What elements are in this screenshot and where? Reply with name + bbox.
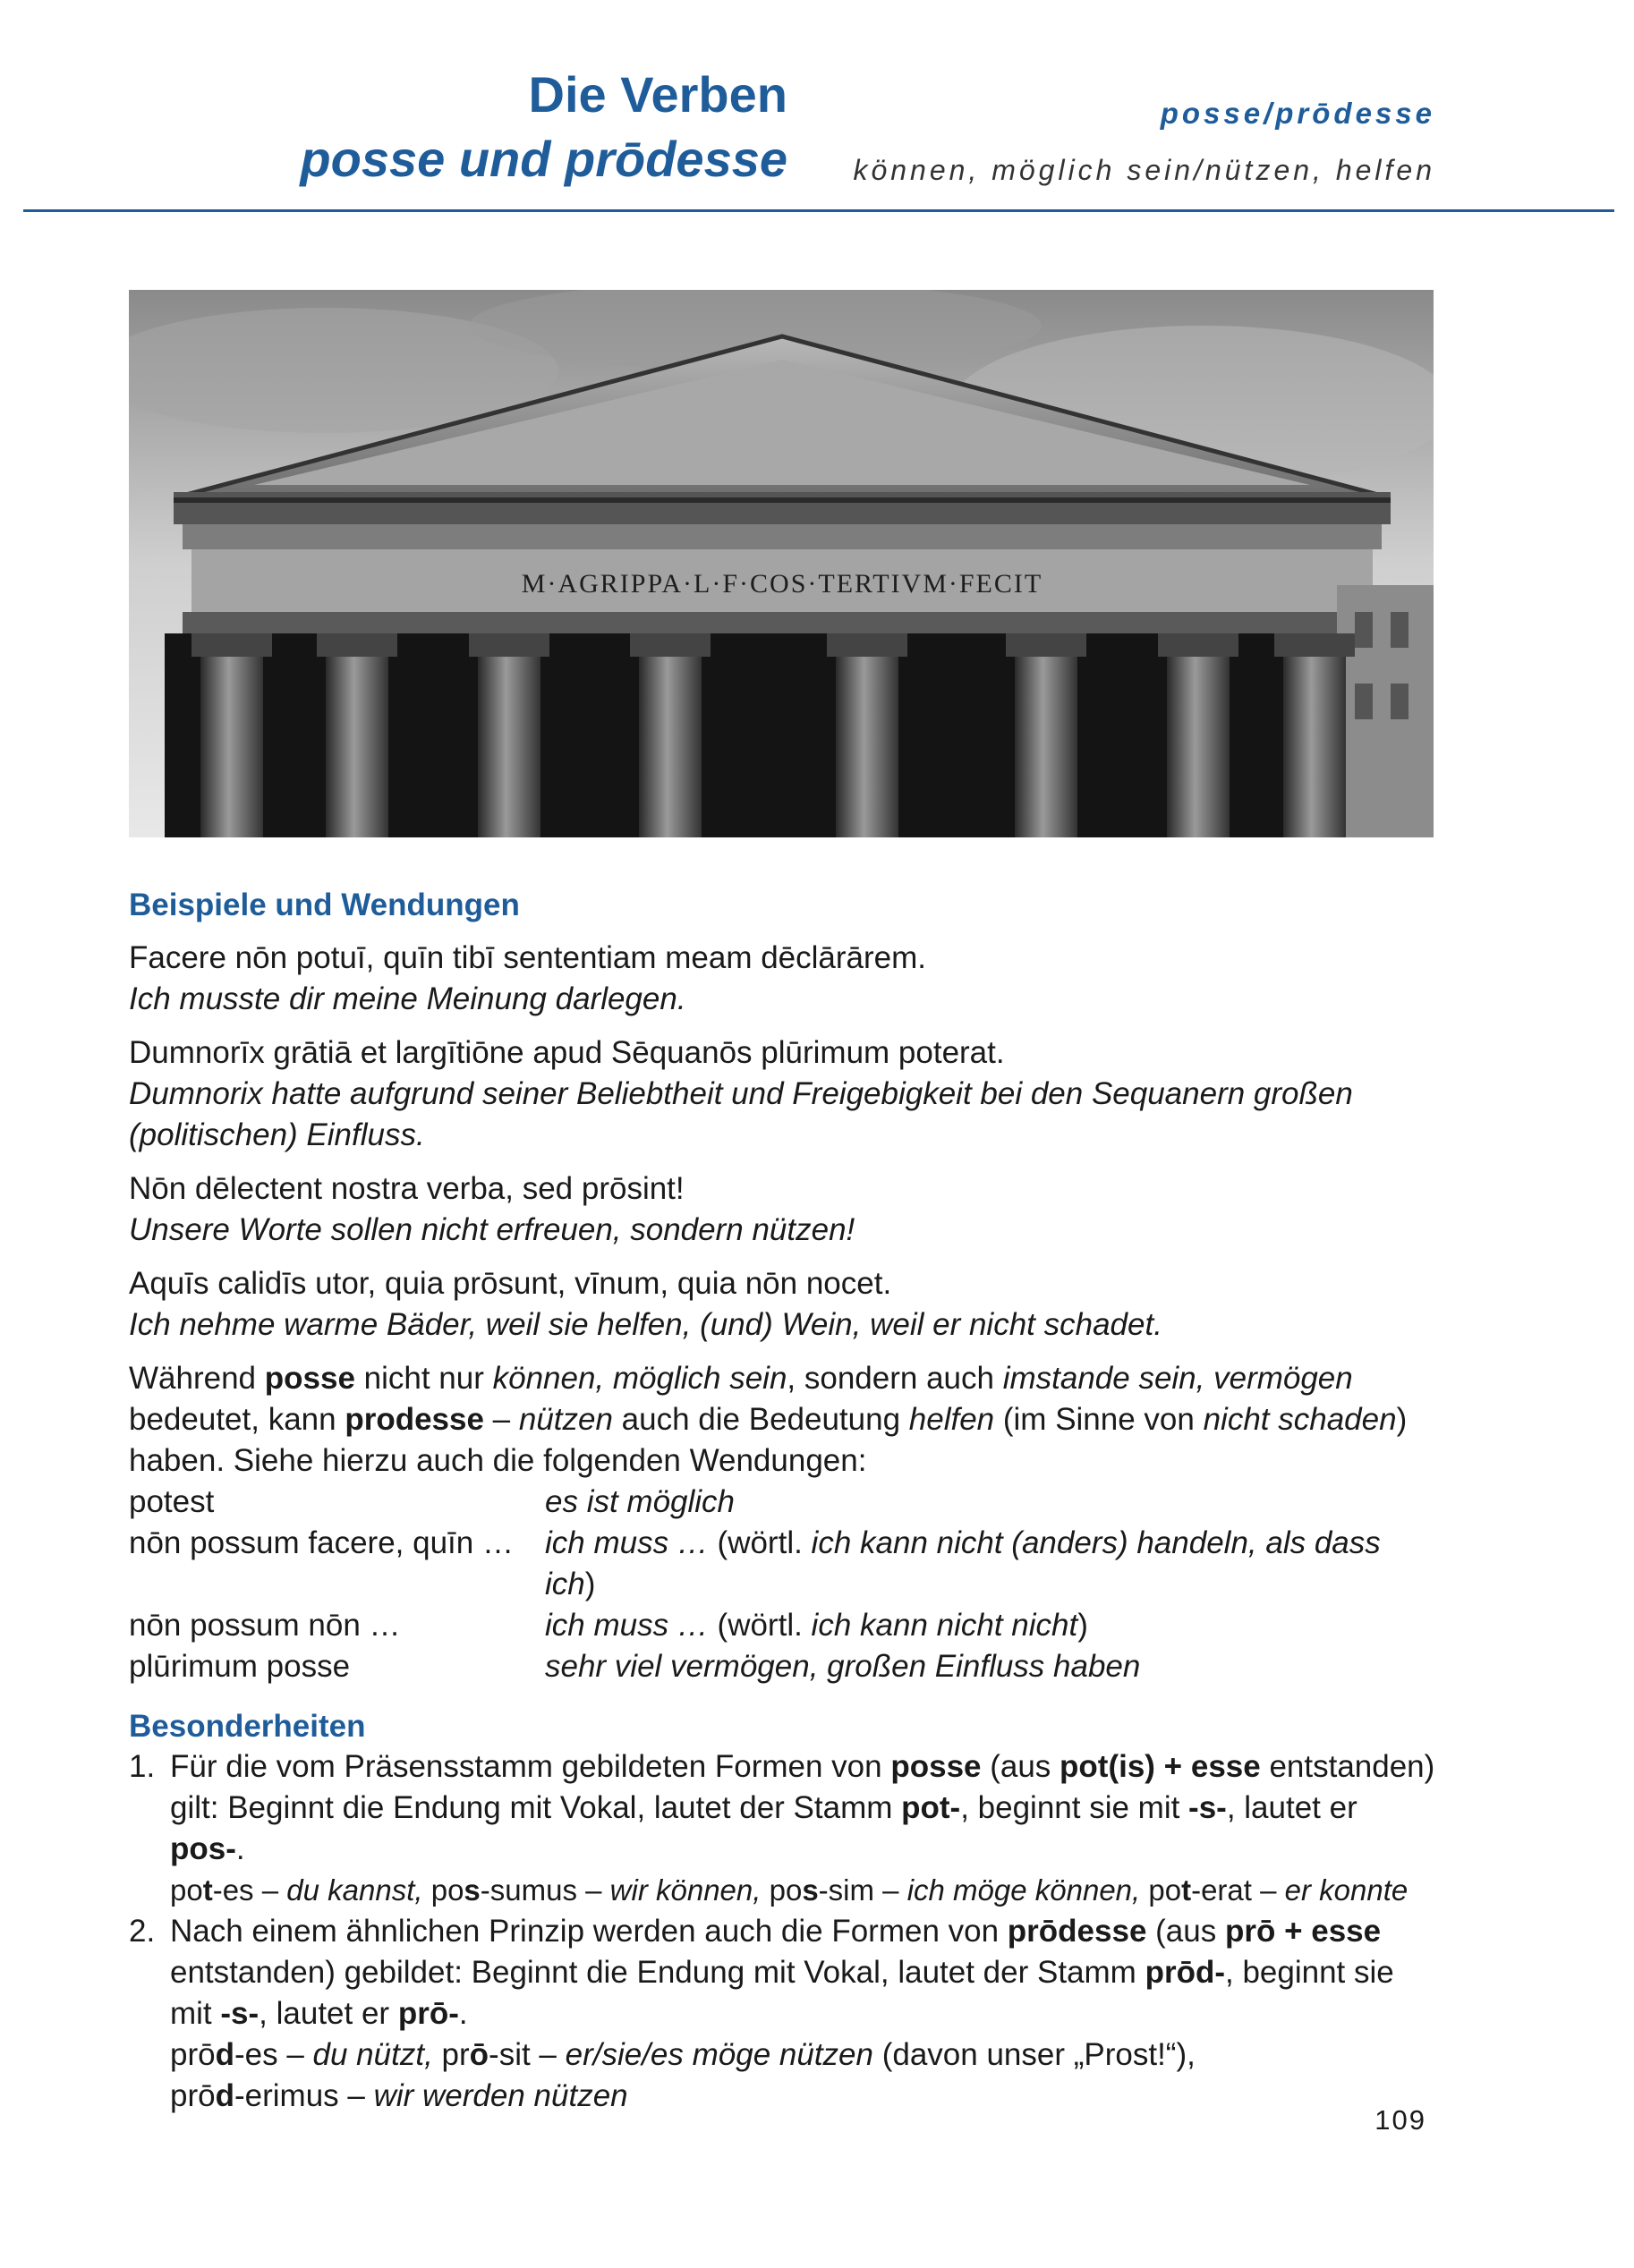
text: – bbox=[277, 2037, 313, 2072]
text: ich kann nicht (anders) handeln, als dass ich bbox=[545, 1525, 1381, 1601]
text: du kannst, bbox=[286, 1873, 423, 1907]
text: (wörtl. bbox=[708, 1525, 812, 1560]
text: – bbox=[483, 1402, 519, 1437]
text: du nützt, bbox=[312, 2037, 433, 2072]
special-heading: Besonderheiten bbox=[129, 1709, 366, 1744]
term: prō- bbox=[397, 1996, 459, 2031]
text: -sim bbox=[818, 1873, 874, 1907]
text: (wörtl. bbox=[708, 1608, 812, 1643]
text: (im Sinne von bbox=[994, 1402, 1204, 1437]
meaning: imstande sein, vermögen bbox=[1002, 1361, 1353, 1396]
form-examples bbox=[170, 1870, 1435, 1911]
text: ) bbox=[1077, 1608, 1088, 1643]
special-list bbox=[129, 1746, 1435, 2117]
text: Für die vom Präsensstamm gebildeten Formen von bbox=[170, 1749, 891, 1784]
text: -erat bbox=[1191, 1873, 1252, 1907]
text: (aus bbox=[981, 1749, 1060, 1784]
term: pot- bbox=[901, 1790, 961, 1825]
verb-meaning: können, möglich sein/nützen, helfen bbox=[853, 154, 1435, 186]
text: – bbox=[338, 2078, 374, 2113]
text: – bbox=[253, 1873, 287, 1907]
text: ) bbox=[584, 1567, 596, 1601]
german-translation: Ich nehme warme Bäder, weil sie helfen, (und) Wein, weil er nicht schadet. bbox=[129, 1307, 1162, 1342]
text: -es bbox=[212, 1873, 254, 1907]
text: -sit bbox=[489, 2037, 531, 2072]
text: (aus bbox=[1146, 1914, 1225, 1949]
text: . bbox=[458, 1996, 468, 2031]
phrase-german: sehr viel vermögen, großen Einfluss haben bbox=[545, 1649, 1141, 1684]
stem: t bbox=[202, 1873, 213, 1907]
text: po bbox=[1140, 1873, 1182, 1907]
text: Nach einem ähnlichen Prinzip werden auch die Formen von bbox=[170, 1914, 1008, 1949]
text: , beginnt sie mit bbox=[170, 1955, 1394, 2031]
pantheon-photo bbox=[129, 290, 1434, 837]
examples-heading: Beispiele und Wendungen bbox=[129, 888, 520, 922]
german-translation: Ich musste dir meine Meinung darlegen. bbox=[129, 981, 686, 1016]
meaning: nützen bbox=[518, 1402, 613, 1437]
text: wir werden nützen bbox=[373, 2078, 628, 2113]
term: prodesse bbox=[345, 1402, 484, 1437]
meaning: können, möglich sein bbox=[492, 1361, 787, 1396]
text: -sumus bbox=[480, 1873, 577, 1907]
form-examples bbox=[170, 2034, 1435, 2076]
text: -es bbox=[234, 2037, 278, 2072]
list-item bbox=[129, 1911, 1435, 2117]
text: , lautet er bbox=[259, 1996, 398, 2031]
stem: d bbox=[215, 2037, 234, 2072]
list-number: 2. bbox=[129, 1914, 156, 1949]
phrase-german bbox=[545, 1523, 1435, 1605]
term: prō + esse bbox=[1224, 1914, 1382, 1949]
stem: s bbox=[802, 1873, 819, 1907]
example-1 bbox=[129, 938, 1435, 1020]
text: prō bbox=[170, 2037, 216, 2072]
stem: t bbox=[1181, 1873, 1192, 1907]
term: posse bbox=[890, 1749, 982, 1784]
page-number: 109 bbox=[1374, 2104, 1426, 2136]
phrase-latin: nōn possum nōn … bbox=[129, 1608, 401, 1643]
meaning: helfen bbox=[908, 1402, 995, 1437]
text: – bbox=[873, 1873, 907, 1907]
term: posse bbox=[264, 1361, 355, 1396]
text: entstanden) gebildet: Beginnt die Endung mit Vokal, lautet der Stamm bbox=[170, 1955, 1145, 1990]
term: prōdesse bbox=[1007, 1914, 1147, 1949]
inscription: M·AGRIPPA·L·F·COS·TERTIVM·FECIT bbox=[521, 569, 1043, 599]
text: ich muss … bbox=[545, 1525, 709, 1560]
term: -s- bbox=[220, 1996, 260, 2031]
text: (davon unser „Prost!“), bbox=[873, 2037, 1196, 2072]
stem: s bbox=[464, 1873, 481, 1907]
latin-sentence: Dumnorīx grātiā et largītiōne apud Sēquanōs plūrimum poterat. bbox=[129, 1035, 1005, 1070]
text: ) haben. Siehe hierzu auch die folgenden Wendungen: bbox=[129, 1402, 1408, 1478]
text: Während bbox=[129, 1361, 265, 1396]
stem: ō bbox=[469, 2037, 489, 2072]
term: pos- bbox=[170, 1831, 236, 1866]
example-3 bbox=[129, 1168, 1435, 1251]
page-subtitle: posse und prōdesse bbox=[300, 131, 787, 187]
term: -s- bbox=[1188, 1790, 1227, 1825]
latin-sentence: Nōn dēlectent nostra verba, sed prōsint! bbox=[129, 1171, 685, 1206]
german-translation: Dumnorix hatte aufgrund seiner Beliebtheit und Freigebigkeit bei den Sequanern großen (politischen) Einfluss. bbox=[129, 1076, 1353, 1152]
text: prō bbox=[170, 2078, 216, 2113]
phrase-german: es ist möglich bbox=[545, 1484, 736, 1519]
list-item bbox=[129, 1746, 1435, 1911]
text: . bbox=[235, 1831, 245, 1866]
phrase-latin: potest bbox=[129, 1484, 215, 1519]
latin-sentence: Facere nōn potuī, quīn tibī sententiam meam dēclārārem. bbox=[129, 940, 927, 975]
term: prōd- bbox=[1145, 1955, 1225, 1990]
text: – bbox=[530, 2037, 566, 2072]
phrase-latin: nōn possum facere, quīn … bbox=[129, 1525, 514, 1560]
text: wir können, bbox=[609, 1873, 762, 1907]
text: , lautet er bbox=[1226, 1790, 1357, 1825]
text: ich möge können, bbox=[906, 1873, 1141, 1907]
text: ich kann nicht nicht bbox=[811, 1608, 1078, 1643]
german-translation: Unsere Worte sollen nicht erfreuen, sondern nützen! bbox=[129, 1212, 855, 1247]
form-examples bbox=[170, 2076, 1435, 2117]
example-4 bbox=[129, 1263, 1435, 1346]
latin-sentence: Aquīs calidīs utor, quia prōsunt, vīnum, quia nōn nocet. bbox=[129, 1266, 892, 1301]
text: er konnte bbox=[1284, 1873, 1408, 1907]
text: er/sie/es möge nützen bbox=[565, 2037, 873, 2072]
phrase-german bbox=[545, 1605, 1435, 1646]
term: pot(is) + esse bbox=[1060, 1749, 1261, 1784]
header-rule bbox=[23, 209, 1614, 212]
text: -erimus bbox=[234, 2078, 339, 2113]
phrase-table bbox=[129, 1482, 1435, 1687]
text: bedeutet, kann bbox=[129, 1402, 345, 1437]
list-number: 1. bbox=[129, 1749, 156, 1784]
meaning: nicht schaden bbox=[1203, 1402, 1397, 1437]
text: entstanden) gilt: Beginnt die Endung mit Vokal, lautet der Stamm bbox=[170, 1749, 1435, 1825]
text: nicht nur bbox=[354, 1361, 493, 1396]
phrase-latin: plūrimum posse bbox=[129, 1649, 351, 1684]
example-2 bbox=[129, 1032, 1435, 1156]
page-title: Die Verben bbox=[528, 66, 787, 123]
text: pr bbox=[432, 2037, 470, 2072]
explanation-paragraph bbox=[129, 1358, 1435, 1482]
text: po bbox=[170, 1873, 203, 1907]
text: ich muss … bbox=[545, 1608, 709, 1643]
text: – bbox=[576, 1873, 610, 1907]
stem: d bbox=[215, 2078, 234, 2113]
text: – bbox=[1251, 1873, 1285, 1907]
text: , sondern auch bbox=[787, 1361, 1003, 1396]
text: , beginnt sie mit bbox=[960, 1790, 1189, 1825]
text: auch die Bedeutung bbox=[612, 1402, 909, 1437]
verb-forms: posse/prōdesse bbox=[1160, 97, 1435, 130]
examples-section bbox=[129, 886, 1435, 2117]
text: po bbox=[422, 1873, 464, 1907]
text: po bbox=[761, 1873, 803, 1907]
